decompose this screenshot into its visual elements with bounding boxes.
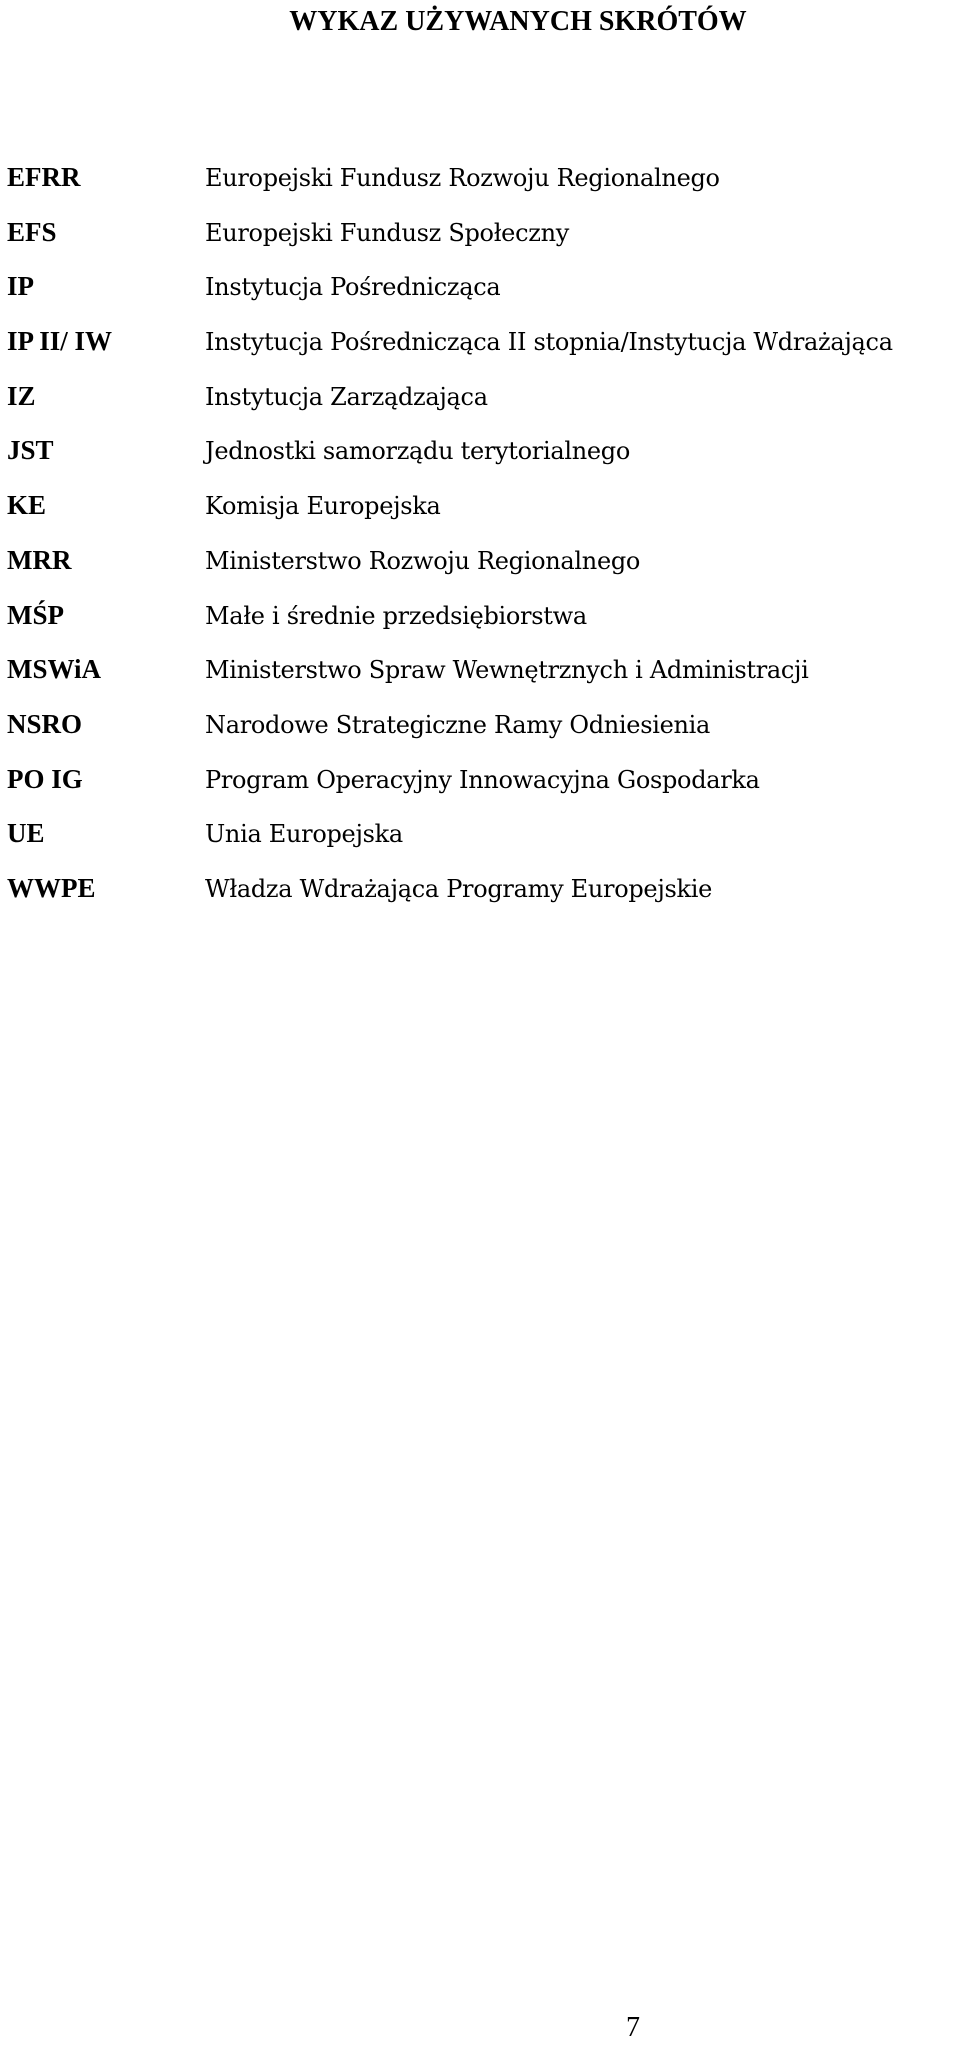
abbreviation-row [0,150,960,205]
abbreviation-description: Jednostki samorządu terytorialnego [205,437,630,466]
abbreviation-description: Europejski Fundusz Rozwoju Regionalnego [205,164,720,192]
abbreviation-description: Narodowe Strategiczne Ramy Odniesienia [205,710,711,739]
abbreviation-term: MRR [7,544,72,575]
abbreviation-row [0,533,960,588]
abbreviation-row [0,752,960,807]
abbreviation-term: JST [7,435,54,466]
abbreviation-term: MŚP [7,599,64,630]
abbreviation-term: KE [7,490,47,521]
abbreviation-description: Instytucja Zarządzająca [205,382,488,411]
abbreviation-description: Unia Europejska [205,820,403,849]
abbreviation-description: Ministerstwo Rozwoju Regionalnego [205,546,641,575]
abbreviation-term: EFRR [7,162,81,192]
abbreviation-description: Ministerstwo Spraw Wewnętrznych i Administracji [205,656,809,685]
abbreviation-row [0,478,960,533]
abbreviation-row [0,369,960,424]
abbreviation-term: UE [7,818,45,849]
abbreviation-term: NSRO [7,708,83,739]
abbreviation-term: MSWiA [7,654,102,685]
abbreviation-row [0,697,960,752]
abbreviation-row [0,806,960,861]
abbreviation-description: Europejski Fundusz Społeczny [205,218,569,247]
abbreviation-row [0,861,960,916]
abbreviation-description: Instytucja Pośrednicząca [205,273,501,302]
abbreviation-row [0,588,960,643]
abbreviation-description: Małe i średnie przedsiębiorstwa [205,601,587,630]
abbreviation-term: IP [7,271,34,302]
abbreviation-term: WWPE [7,872,96,903]
page-title: WYKAZ UŻYWANYCH SKRÓTÓW [289,6,747,37]
abbreviation-term: IP II/ IW [7,326,113,357]
abbreviation-row [0,205,960,260]
abbreviation-list [0,150,960,916]
abbreviation-description: Komisja Europejska [205,492,441,521]
abbreviation-row [0,642,960,697]
abbreviation-description: Instytucja Pośrednicząca II stopnia/Instytucja Wdrażająca [205,328,893,357]
abbreviation-term: IZ [7,380,36,411]
abbreviation-term: PO IG [7,763,83,794]
abbreviation-description: Władza Wdrażająca Programy Europejskie [205,874,713,903]
page-number: 7 [626,2012,640,2043]
abbreviation-row [0,314,960,369]
abbreviation-row [0,423,960,478]
abbreviation-term: EFS [7,216,57,247]
abbreviation-description: Program Operacyjny Innowacyjna Gospodarka [205,765,760,794]
abbreviation-row [0,259,960,314]
